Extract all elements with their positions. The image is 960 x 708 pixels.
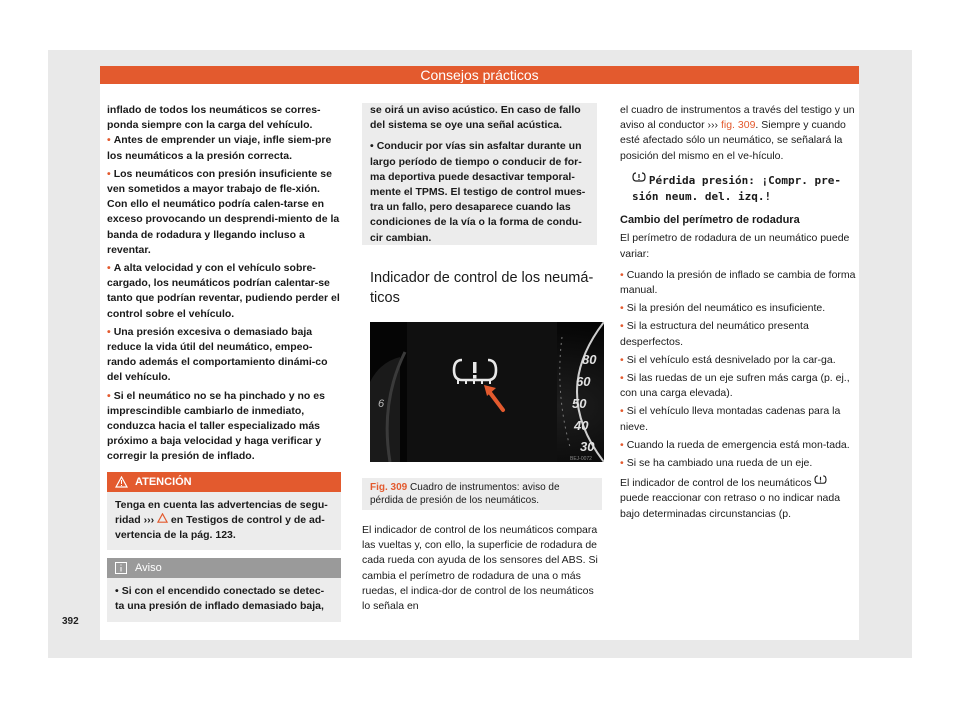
gauge-number: 60 <box>576 374 591 389</box>
list-item: • Si el neumático no se ha pinchado y no es imprescindible cambiarlo de inmediato, conduzca hacia el taller especializado más próximo a baja velocidad y haga verificar y corregir la presión de inflado. <box>107 389 325 463</box>
list-item: • Si se ha cambiado una rueda de un eje. <box>620 457 813 470</box>
bullet-list <box>107 133 341 464</box>
bullet-icon: • <box>107 134 111 147</box>
list-item: • Conducir por vías sin asfaltar durante un largo período de tiempo o conducir de for-ma deportiva puede desactivar temporal-mente el TPMS. El testigo de control mues-tra un fallo, pero desaparece cuando las condiciones de la vía o la forma de condu-cir cambian. <box>370 140 586 244</box>
bullet-icon: • <box>620 320 624 333</box>
list-item: • A alta velocidad y con el vehículo sobre-cargado, los neumáticos podrían calentar-se tanto que podrían reventar, pudiendo perder el control sobre el vehículo. <box>107 262 340 320</box>
subtitle: Cambio del perímetro de rodadura <box>620 214 800 227</box>
list-item: • Si las ruedas de un eje sufren más carga (p. ej., con una carga elevada). <box>620 372 850 400</box>
figure-code: BEJ-0072 <box>570 456 592 462</box>
page-number: 392 <box>62 616 79 627</box>
list-item: • Si la estructura del neumático presenta desperfectos. <box>620 320 809 348</box>
list-item: • Cuando la presión de inflado se cambia de forma manual. <box>620 268 856 297</box>
display-message: Pérdida presión: ¡Compr. pre-sión neum. del. izq.! <box>632 173 841 204</box>
list-item: • Antes de emprender un viaje, infle siem-pre los neumáticos a la presión correcta. <box>107 134 332 162</box>
list-item: • Una presión excesiva o demasiado baja reduce la vida útil del neumático, empeo-rando además el comportamiento dinámi-co del vehículo. <box>107 325 328 384</box>
tire-pressure-icon <box>632 172 646 184</box>
list-item: • Los neumáticos con presión insuficiente se ven sometidos a mayor trabajo de fle-xión. Con ello el neumático podría calen-tarse en exceso provocando un desprendi-miento de la banda de rodadura y llegando incluso a reventar. <box>107 167 340 256</box>
warning-title: ATENCIÓN <box>135 476 192 488</box>
bullet-list <box>620 268 858 471</box>
paragraph: el cuadro de instrumentos a través del testigo y un aviso al conductor ››› fig. 309. Siempre y cuando esté afectado sólo un neumático, se señalará la posición del mismo en el ve-hículo. <box>620 104 855 162</box>
bullet-icon: • <box>620 372 624 385</box>
figure-caption-text: Cuadro de instrumentos: aviso de pérdida de presión de los neumáticos. <box>370 482 560 506</box>
gauge-label: 6 <box>378 398 385 410</box>
paragraph: El perímetro de rodadura de un neumático puede variar: <box>620 232 850 260</box>
warning-header <box>107 472 341 492</box>
bullet-icon: • <box>107 325 111 338</box>
instrument-cluster-image <box>370 322 604 462</box>
list-item: • Si el vehículo lleva montadas cadenas para la nieve. <box>620 405 841 433</box>
paragraph: se oirá un aviso acústico. En caso de fallo del sistema se oye una señal acústica. <box>370 104 581 132</box>
paragraph: El indicador de control de los neumáticos puede reaccionar con retraso o no indicar nada bajo determinadas circunstancias (p. <box>620 477 841 520</box>
note-title: Aviso <box>135 562 162 574</box>
list-item: • Si la presión del neumático es insuficiente. <box>620 302 826 315</box>
bullet-icon: • <box>107 389 111 402</box>
list-item: • Si el vehículo está desnivelado por la car-ga. <box>620 353 836 366</box>
bullet-icon: • <box>115 585 119 597</box>
note-box <box>107 558 341 622</box>
gauge-number: 40 <box>574 418 589 433</box>
bullet-icon: • <box>620 268 624 281</box>
column-1 <box>107 103 341 468</box>
list-item: • Cuando la rueda de emergencia está mon-tada. <box>620 438 850 451</box>
bullet-icon: • <box>620 353 624 366</box>
note-continuation-box <box>362 103 597 245</box>
note-header <box>107 558 341 578</box>
paragraph: El indicador de control de los neumáticos compara las vueltas y, con ello, la superficie de rodadura de cada rueda con ayuda de los sensores del ABS. Si cambia el perímetro de rodadura de una o más ruedas, el indica-dor de control de los neumáticos lo señala en <box>362 524 598 613</box>
figure-link[interactable]: fig. 309 <box>720 119 756 132</box>
note-body: • Si con el encendido conectado se detec-ta una presión de inflado demasiado baja, <box>115 585 325 612</box>
warning-triangle-icon <box>115 476 128 488</box>
bullet-icon: • <box>107 167 111 180</box>
bullet-icon: • <box>620 438 624 451</box>
gauge-number: 50 <box>572 396 587 411</box>
warning-box <box>107 472 341 550</box>
bullet-icon: • <box>620 405 624 418</box>
bullet-icon: • <box>620 457 624 470</box>
figure-label: Fig. 309 <box>370 482 408 493</box>
gauge-number: 30 <box>580 439 595 454</box>
warning-triangle-icon <box>157 513 168 523</box>
cross-reference-link[interactable]: en Testigos de control y de ad-vertencia de la pág. 123. <box>115 514 325 541</box>
warning-body: Tenga en cuenta las advertencias de segu-ridad ››› en Testigos de control y de ad-vertencia de la pág. 123. <box>115 499 328 541</box>
bullet-icon: • <box>620 302 624 315</box>
gauge-number: 80 <box>582 352 597 367</box>
figure-caption <box>362 478 602 510</box>
tire-pressure-icon <box>814 475 827 486</box>
figure-309 <box>370 322 604 462</box>
bullet-icon: • <box>107 262 111 275</box>
page-header: Consejos prácticos <box>100 66 859 84</box>
section-title: Indicador de control de los neumá-ticos <box>370 270 594 306</box>
paragraph: inflado de todos los neumáticos se corres-ponda siempre con la carga del vehículo. <box>107 104 321 132</box>
column-2-body <box>362 523 602 614</box>
info-icon <box>115 562 127 574</box>
column-3 <box>620 103 858 522</box>
